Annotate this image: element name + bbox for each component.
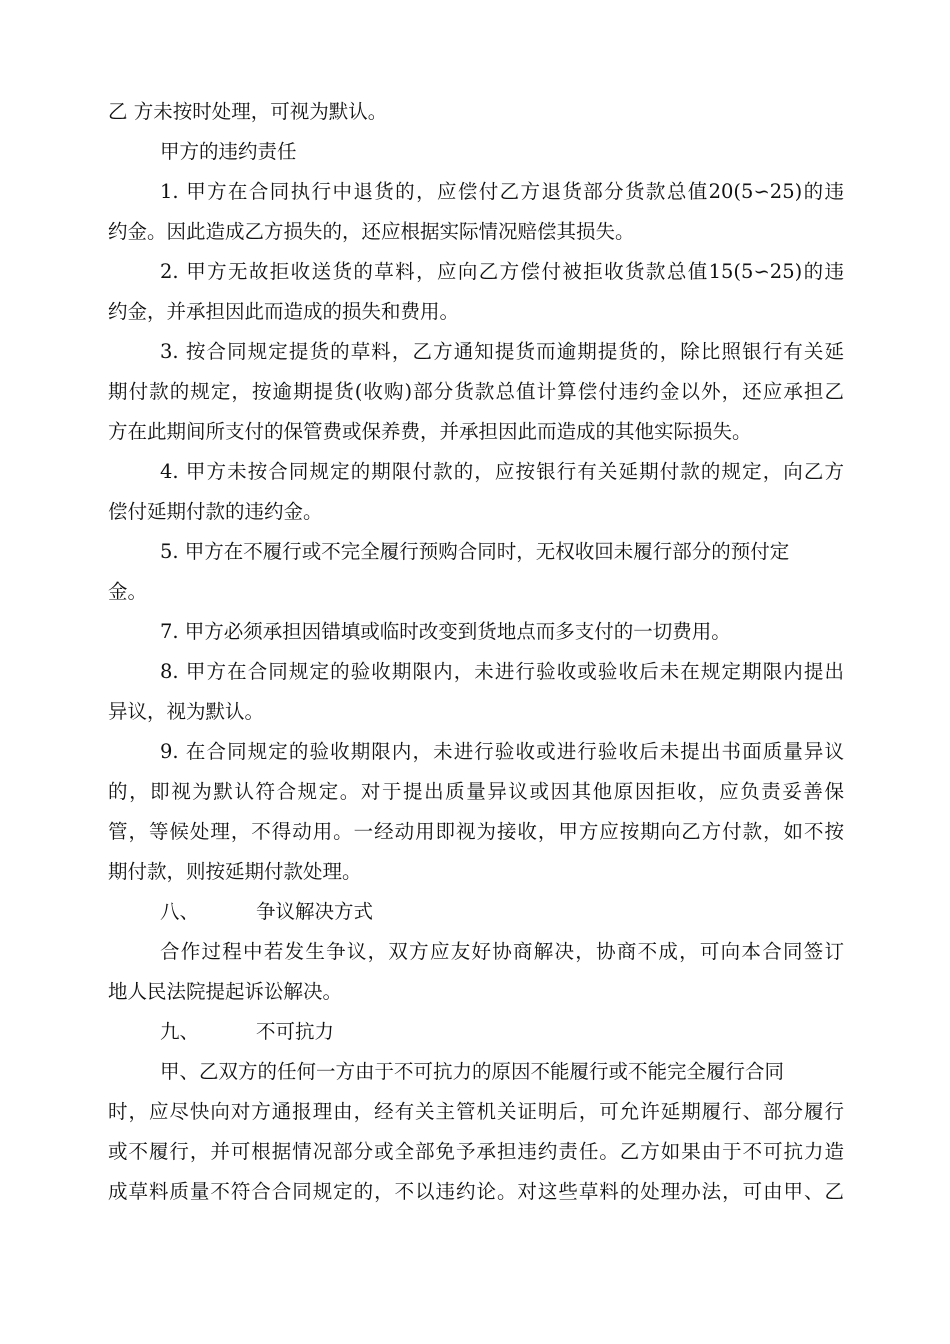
section-number: 九、 [160,1020,200,1043]
paragraph-line: 8. 甲方在合同规定的验收期限内，未进行验收或验收后未在规定期限内提出 [160,660,844,683]
paragraph-line: 地人民法院提起诉讼解决。 [108,980,343,1003]
paragraph-line: 1. 甲方在合同执行中退货的，应偿付乙方退货部分货款总值20(5∽25)的违 [160,180,844,203]
paragraph-line: 乙 方未按时处理，可视为默认。 [108,100,388,123]
paragraph-line: 方在此期间所支付的保管费或保养费，并承担因此而造成的其他实际损失。 [108,420,752,443]
paragraph-line: 成草料质量不符合合同规定的，不以违约论。对这些草料的处理办法，可由甲、乙 [108,1180,844,1203]
section-number: 八、 [160,900,200,923]
section-title: 不可抗力 [256,1020,335,1043]
section-title: 争议解决方式 [256,900,374,923]
paragraph-line: 期付款，则按延期付款处理。 [108,860,362,883]
paragraph-line: 2. 甲方无故拒收送货的草料，应向乙方偿付被拒收货款总值15(5∽25)的违 [160,260,844,283]
paragraph-line: 3. 按合同规定提货的草料，乙方通知提货而逾期提货的，除比照银行有关延 [160,340,844,363]
paragraph-line: 约金。因此造成乙方损失的，还应根据实际情况赔偿其损失。 [108,220,635,243]
paragraph-line: 异议，视为默认。 [108,700,265,723]
document-page [108,92,844,1212]
paragraph-line: 5. 甲方在不履行或不完全履行预购合同时，无权收回未履行部分的预付定 [160,540,790,563]
paragraph-line: 或不履行，并可根据情况部分或全部免予承担违约责任。乙方如果由于不可抗力造 [108,1140,844,1163]
paragraph-line: 管，等候处理，不得动用。一经动用即视为接收，甲方应按期向乙方付款，如不按 [108,820,844,843]
paragraph-line: 的，即视为默认符合规定。对于提出质量异议或因其他原因拒收，应负责妥善保 [108,780,844,803]
paragraph-line: 约金，并承担因此而造成的损失和费用。 [108,300,460,323]
paragraph-line: 甲、乙双方的任何一方由于不可抗力的原因不能履行或不能完全履行合同 [160,1060,785,1083]
paragraph-line: 合作过程中若发生争议，双方应友好协商解决，协商不成，可向本合同签订 [160,940,844,963]
section-heading [108,892,844,932]
paragraph-line: 4. 甲方未按合同规定的期限付款的，应按银行有关延期付款的规定，向乙方 [160,460,844,483]
paragraph-line: 7. 甲方必须承担因错填或临时改变到货地点而多支付的一切费用。 [160,620,731,643]
paragraph-line: 金。 [108,580,148,603]
paragraph-line: 偿付延期付款的违约金。 [108,500,323,523]
paragraph-line: 9. 在合同规定的验收期限内，未进行验收或进行验收后未提出书面质量异议 [160,740,844,763]
paragraph-line: 期付款的规定，按逾期提货(收购)部分货款总值计算偿付违约金以外，还应承担乙 [108,380,844,403]
section-heading [108,1012,844,1052]
section-heading: 甲方的违约责任 [160,140,297,163]
paragraph-line: 时，应尽快向对方通报理由，经有关主管机关证明后，可允许延期履行、部分履行 [108,1100,844,1123]
